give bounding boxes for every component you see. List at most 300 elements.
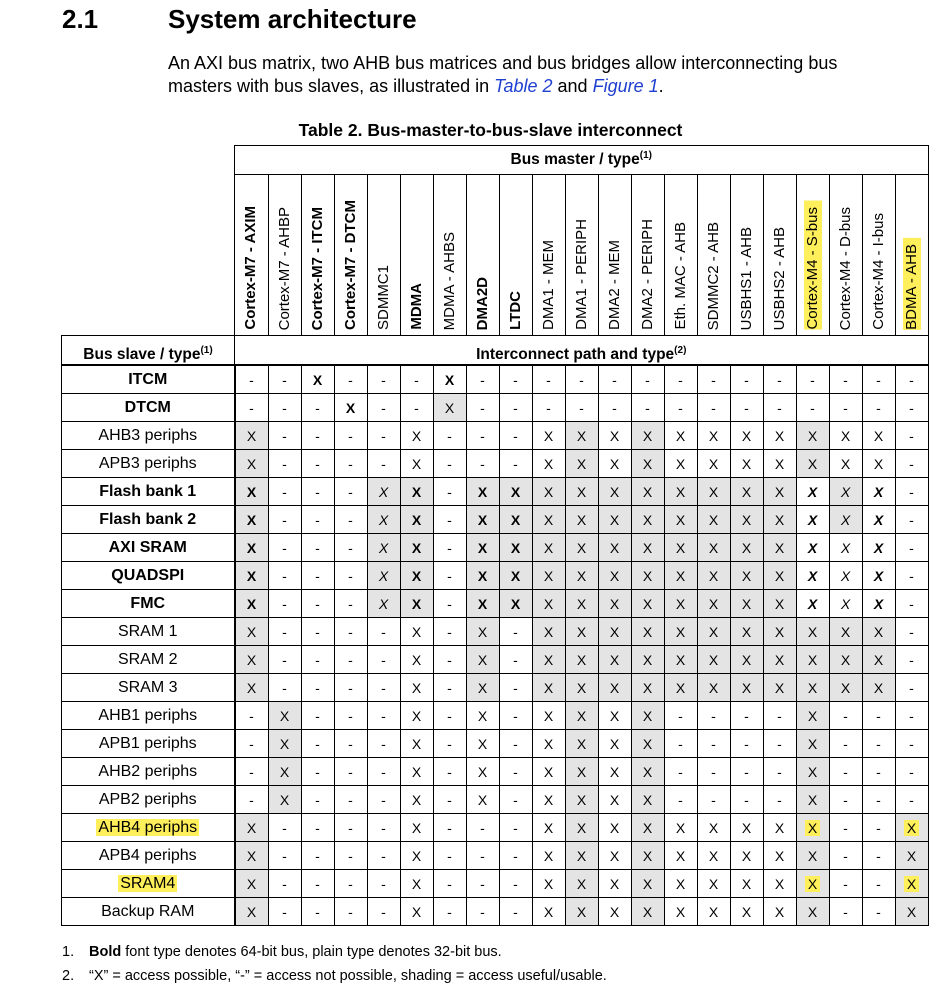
slave-name: APB4 periphs — [98, 846, 197, 864]
cell-value: - — [315, 399, 320, 416]
cell-value: X — [873, 539, 884, 556]
interconnect-cell — [763, 365, 796, 394]
cell-value: - — [282, 567, 287, 584]
interconnect-cell — [565, 730, 598, 758]
cell-value: - — [711, 399, 716, 416]
cell-value: X — [774, 679, 785, 696]
cell-value: - — [843, 791, 848, 808]
cell-value: X — [477, 595, 488, 612]
cell-value: - — [678, 371, 683, 388]
master-column-header — [334, 175, 367, 336]
interconnect-cell — [763, 758, 796, 786]
interconnect-cell — [763, 730, 796, 758]
cell-value: X — [576, 707, 587, 724]
interconnect-cell — [697, 898, 730, 926]
intro-text-3: . — [658, 76, 664, 96]
interconnect-cell — [631, 450, 664, 478]
slave-name-cell — [62, 730, 235, 758]
interconnect-cell — [763, 870, 796, 898]
interconnect-cell — [400, 814, 433, 842]
cell-value: - — [447, 679, 452, 696]
slave-name-cell — [62, 898, 235, 926]
interconnect-cell — [466, 365, 499, 394]
cell-value: X — [411, 735, 422, 752]
cell-value: X — [873, 511, 884, 528]
master-column-header — [532, 175, 565, 336]
interconnect-cell — [466, 450, 499, 478]
interconnect-cell — [730, 618, 763, 646]
interconnect-cell — [499, 842, 532, 870]
cell-value: - — [480, 371, 485, 388]
cell-value: X — [741, 427, 752, 444]
slave-name-cell — [62, 702, 235, 730]
interconnect-cell — [697, 478, 730, 506]
master-label: MDMA - AHBS — [440, 231, 458, 330]
interconnect-cell — [598, 786, 631, 814]
cell-value: - — [744, 707, 749, 724]
cell-value: X — [510, 483, 521, 500]
interconnect-cell — [301, 506, 334, 534]
figure-1-link[interactable]: Figure 1 — [592, 76, 659, 96]
cell-value: - — [282, 483, 287, 500]
cell-value: X — [246, 511, 257, 528]
cell-value: - — [315, 791, 320, 808]
cell-value: X — [741, 483, 752, 500]
interconnect-cell — [763, 786, 796, 814]
cell-value: - — [348, 595, 353, 612]
interconnect-cell — [367, 478, 400, 506]
cell-value: - — [513, 623, 518, 640]
cell-value: - — [513, 875, 518, 892]
interconnect-cell — [862, 898, 895, 926]
cell-value: X — [609, 511, 620, 528]
cell-value: X — [708, 847, 719, 864]
interconnect-cell — [532, 814, 565, 842]
cell-value: - — [777, 371, 782, 388]
interconnect-cell — [433, 618, 466, 646]
cell-value: X — [642, 903, 653, 920]
cell-value: X — [807, 483, 818, 500]
interconnect-cell — [301, 478, 334, 506]
table-caption: Table 2. Bus-master-to-bus-slave interconnect — [298, 120, 683, 140]
interconnect-cell — [268, 730, 301, 758]
interconnect-cell — [631, 814, 664, 842]
cell-value: X — [609, 651, 620, 668]
interconnect-cell — [763, 702, 796, 730]
cell-value: X — [411, 791, 422, 808]
interconnect-cell — [664, 898, 697, 926]
interconnect-cell — [400, 618, 433, 646]
cell-value: - — [678, 707, 683, 724]
interconnect-cell — [400, 365, 433, 394]
interconnect-cell — [433, 898, 466, 926]
cell-value: - — [909, 595, 914, 612]
interconnect-cell — [334, 646, 367, 674]
bus-slave-header-label: Bus slave / type — [83, 346, 201, 363]
interconnect-cell — [499, 702, 532, 730]
cell-value: X — [708, 595, 719, 612]
cell-value: - — [513, 791, 518, 808]
cell-value: - — [513, 847, 518, 864]
interconnect-cell — [499, 674, 532, 702]
cell-value: X — [642, 707, 653, 724]
interconnect-cell — [763, 450, 796, 478]
master-column-header — [268, 175, 301, 336]
cell-value: - — [678, 763, 683, 780]
cell-value: X — [609, 819, 620, 836]
interconnect-cell — [532, 590, 565, 618]
interconnect-cell — [730, 758, 763, 786]
interconnect-cell — [367, 394, 400, 422]
table-row — [62, 786, 929, 814]
interconnect-cell — [796, 646, 829, 674]
interconnect-cell — [235, 730, 269, 758]
cell-value: X — [774, 567, 785, 584]
slave-name: APB3 periphs — [98, 454, 197, 472]
master-column-header — [763, 175, 796, 336]
interconnect-cell — [499, 786, 532, 814]
cell-value: - — [447, 847, 452, 864]
slave-name-cell — [62, 758, 235, 786]
cell-value: X — [609, 707, 620, 724]
interconnect-cell — [433, 814, 466, 842]
interconnect-cell — [664, 422, 697, 450]
cell-value: X — [576, 875, 587, 892]
cell-value: - — [480, 427, 485, 444]
cell-value: X — [609, 455, 620, 472]
interconnect-cell — [862, 534, 895, 562]
interconnect-cell — [532, 758, 565, 786]
interconnect-cell — [301, 534, 334, 562]
cell-value: - — [744, 399, 749, 416]
interconnect-cell — [895, 450, 928, 478]
master-label: Cortex-M7 - DTCM — [341, 200, 359, 330]
cell-value: - — [348, 875, 353, 892]
cell-value: X — [805, 876, 820, 892]
interconnect-cell — [565, 506, 598, 534]
interconnect-cell — [598, 842, 631, 870]
interconnect-cell — [730, 562, 763, 590]
cell-value: X — [246, 875, 257, 892]
interconnect-cell — [565, 478, 598, 506]
interconnect-cell — [862, 730, 895, 758]
cell-value: X — [510, 595, 521, 612]
cell-value: X — [906, 847, 917, 864]
cell-value: - — [315, 707, 320, 724]
interconnect-cell — [433, 562, 466, 590]
cell-value: X — [675, 427, 686, 444]
interconnect-cell — [235, 618, 269, 646]
cell-value: - — [843, 735, 848, 752]
note-2-number: 2. — [62, 968, 75, 984]
interconnect-cell — [796, 562, 829, 590]
cell-value: - — [909, 735, 914, 752]
cell-value: - — [447, 735, 452, 752]
interconnect-cell — [664, 478, 697, 506]
cell-value: X — [873, 595, 884, 612]
cell-value: X — [576, 763, 587, 780]
cell-value: - — [348, 847, 353, 864]
interconnect-cell — [334, 814, 367, 842]
cell-value: X — [609, 735, 620, 752]
cell-value: - — [513, 651, 518, 668]
interconnect-cell — [796, 758, 829, 786]
interconnect-cell — [598, 758, 631, 786]
cell-value: X — [411, 651, 422, 668]
interconnect-cell — [532, 450, 565, 478]
master-label: SDMMC1 — [374, 264, 392, 330]
cell-value: - — [414, 399, 419, 416]
table-row — [62, 758, 929, 786]
cell-value: - — [909, 763, 914, 780]
table-2-link[interactable]: Table 2 — [494, 76, 553, 96]
cell-value: X — [411, 847, 422, 864]
interconnect-cell — [598, 422, 631, 450]
cell-value: X — [609, 567, 620, 584]
cell-value: - — [348, 539, 353, 556]
cell-value: X — [477, 651, 488, 668]
cell-value: - — [711, 735, 716, 752]
master-column-header — [400, 175, 433, 336]
interconnect-cell — [697, 786, 730, 814]
interconnect-cell — [862, 478, 895, 506]
interconnect-cell — [466, 562, 499, 590]
interconnect-cell — [235, 562, 269, 590]
cell-value: X — [576, 819, 587, 836]
cell-value: - — [843, 819, 848, 836]
interconnect-cell — [631, 590, 664, 618]
cell-value: X — [675, 679, 686, 696]
note-2 — [62, 966, 607, 986]
interconnect-cell — [499, 898, 532, 926]
interconnect-cell — [301, 702, 334, 730]
interconnect-cell — [334, 870, 367, 898]
interconnect-cell — [301, 898, 334, 926]
table-row — [62, 394, 929, 422]
cell-value: X — [741, 847, 752, 864]
interconnect-cell — [466, 758, 499, 786]
interconnect-cell — [565, 365, 598, 394]
cell-value: - — [447, 483, 452, 500]
interconnect-cell — [796, 870, 829, 898]
interconnect-cell — [796, 365, 829, 394]
cell-value: X — [543, 623, 554, 640]
cell-value: X — [675, 539, 686, 556]
slave-name: Backup RAM — [101, 902, 195, 920]
cell-value: X — [543, 735, 554, 752]
interconnect-cell — [895, 786, 928, 814]
cell-value: - — [480, 399, 485, 416]
interconnect-cell — [664, 618, 697, 646]
interconnect-cell — [598, 394, 631, 422]
cell-value: X — [510, 511, 521, 528]
cell-value: X — [675, 651, 686, 668]
interconnect-cell — [301, 394, 334, 422]
cell-value: X — [444, 399, 455, 416]
cell-value: X — [873, 427, 884, 444]
interconnect-cell — [895, 730, 928, 758]
interconnect-cell — [829, 898, 862, 926]
interconnect-cell — [763, 646, 796, 674]
cell-value: - — [909, 623, 914, 640]
interconnect-cell — [664, 506, 697, 534]
interconnect-cell — [466, 702, 499, 730]
cell-value: X — [576, 427, 587, 444]
cell-value: - — [315, 875, 320, 892]
cell-value: - — [546, 371, 551, 388]
cell-value: X — [741, 595, 752, 612]
interconnect-cell — [730, 730, 763, 758]
interconnect-cell — [532, 365, 565, 394]
slave-name: Flash bank 1 — [99, 482, 197, 500]
interconnect-cell — [334, 842, 367, 870]
interconnect-cell — [565, 450, 598, 478]
cell-value: X — [675, 567, 686, 584]
interconnect-cell — [235, 534, 269, 562]
interconnect-cell — [730, 702, 763, 730]
cell-value: - — [909, 707, 914, 724]
interconnect-cell — [400, 478, 433, 506]
intro-text-1: An AXI bus matrix, two AHB bus matrices and bus bridges allow interconnecting bus masters with bus slaves, as illustrated in — [168, 53, 838, 96]
cell-value: - — [909, 791, 914, 808]
cell-value: - — [480, 847, 485, 864]
interconnect-cell — [631, 674, 664, 702]
interconnect-cell — [400, 646, 433, 674]
cell-value: X — [708, 511, 719, 528]
interconnect-cell — [499, 814, 532, 842]
interconnect-cell — [301, 590, 334, 618]
note-1 — [62, 942, 607, 962]
interconnect-cell — [433, 786, 466, 814]
slave-name-cell — [62, 842, 235, 870]
table-row — [62, 870, 929, 898]
cell-value: X — [642, 651, 653, 668]
master-label: Eth. MAC - AHB — [671, 222, 689, 330]
master-column-header — [565, 175, 598, 336]
interconnect-cell — [466, 590, 499, 618]
cell-value: - — [447, 455, 452, 472]
cell-value: X — [246, 679, 257, 696]
cell-value: - — [645, 399, 650, 416]
interconnect-cell — [730, 786, 763, 814]
cell-value: - — [777, 707, 782, 724]
interconnect-cell — [334, 365, 367, 394]
interconnect-path-header-note: (2) — [674, 344, 687, 356]
cell-value: X — [411, 623, 422, 640]
cell-value: X — [411, 707, 422, 724]
cell-value: X — [642, 483, 653, 500]
cell-value: - — [348, 427, 353, 444]
interconnect-cell — [334, 478, 367, 506]
interconnect-cell — [763, 534, 796, 562]
cell-value: - — [249, 791, 254, 808]
cell-value: - — [645, 371, 650, 388]
interconnect-cell — [301, 870, 334, 898]
interconnect-cell — [796, 842, 829, 870]
cell-value: X — [642, 623, 653, 640]
cell-value: X — [708, 483, 719, 500]
interconnect-cell — [697, 618, 730, 646]
interconnect-cell — [598, 365, 631, 394]
cell-value: X — [741, 875, 752, 892]
section-title: System architecture — [168, 4, 417, 34]
cell-value: X — [312, 371, 323, 388]
interconnect-cell — [697, 758, 730, 786]
cell-value: X — [807, 707, 818, 724]
interconnect-cell — [895, 365, 928, 394]
interconnect-cell — [598, 506, 631, 534]
interconnect-cell — [367, 365, 400, 394]
cell-value: X — [543, 875, 554, 892]
cell-value: X — [675, 875, 686, 892]
cell-value: - — [513, 455, 518, 472]
slave-name: DTCM — [124, 398, 171, 416]
cell-value: X — [609, 483, 620, 500]
interconnect-cell — [235, 646, 269, 674]
cell-value: X — [510, 567, 521, 584]
interconnect-cell — [664, 814, 697, 842]
cell-value: X — [708, 623, 719, 640]
interconnect-cell — [895, 478, 928, 506]
cell-value: - — [381, 623, 386, 640]
interconnect-cell — [664, 758, 697, 786]
cell-value: - — [282, 539, 287, 556]
cell-value: X — [774, 455, 785, 472]
interconnect-cell — [367, 702, 400, 730]
cell-value: X — [609, 595, 620, 612]
cell-value: X — [741, 651, 752, 668]
master-column-header — [895, 175, 928, 336]
cell-value: - — [876, 371, 881, 388]
intro-paragraph — [168, 52, 888, 98]
cell-value: X — [378, 483, 389, 500]
table-row — [62, 562, 929, 590]
cell-value: - — [381, 679, 386, 696]
master-label: USBHS2 - AHB — [770, 226, 788, 330]
interconnect-cell — [763, 422, 796, 450]
interconnect-cell — [829, 870, 862, 898]
cell-value: X — [807, 679, 818, 696]
cell-value: - — [249, 371, 254, 388]
cell-value: X — [675, 483, 686, 500]
master-label: DMA2D — [473, 276, 491, 330]
cell-value: X — [543, 679, 554, 696]
cell-value: - — [876, 875, 881, 892]
cell-value: X — [774, 875, 785, 892]
cell-value: - — [711, 763, 716, 780]
cell-value: - — [513, 371, 518, 388]
interconnect-cell — [697, 646, 730, 674]
interconnect-cell — [433, 478, 466, 506]
interconnect-cell — [466, 422, 499, 450]
interconnect-cell — [862, 422, 895, 450]
cell-value: X — [642, 679, 653, 696]
cell-value: - — [744, 735, 749, 752]
interconnect-cell — [301, 786, 334, 814]
cell-value: X — [609, 539, 620, 556]
interconnect-cell — [433, 534, 466, 562]
bus-master-header-note: (1) — [639, 150, 652, 162]
cell-value: X — [675, 819, 686, 836]
interconnect-cell — [565, 758, 598, 786]
cell-value: X — [708, 679, 719, 696]
interconnect-cell — [301, 730, 334, 758]
bus-master-header — [235, 146, 929, 175]
table-row — [62, 702, 929, 730]
interconnect-cell — [796, 450, 829, 478]
interconnect-cell — [532, 562, 565, 590]
table-notes — [62, 942, 607, 990]
